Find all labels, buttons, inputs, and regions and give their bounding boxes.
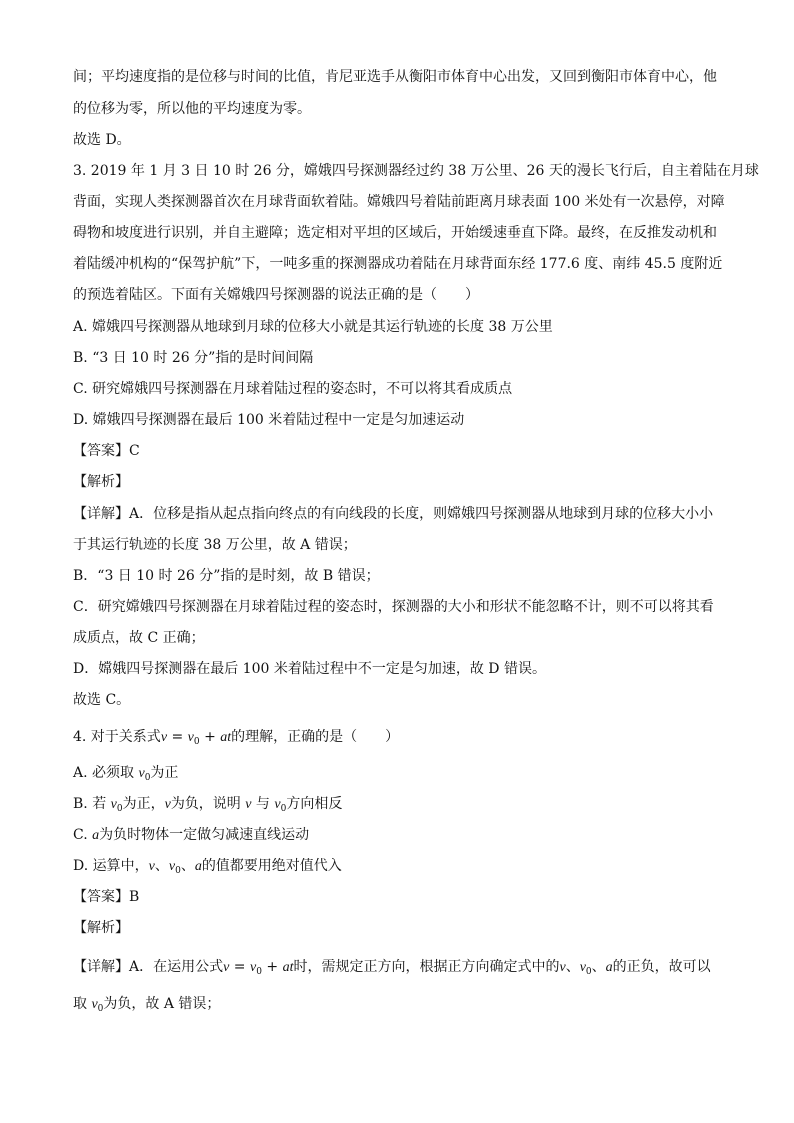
q4-option-d: D. 运算中，v、$v_0$、a的值都要用绝对值代入 [73,858,342,876]
q4-detail-formula: $v = v_0$ + at [223,959,294,977]
q3-option-a: A. 嫦娥四号探测器从地球到月球的位移大小就是其运行轨迹的长度 38 万公里 [73,319,553,335]
q3-detail-line: B．“3 日 10 时 26 分”指的是时刻，故 B 错误； [73,568,380,584]
q3-detail-line: 【详解】A．位移是指从起点指向终点的有向线段的长度，则嫦娥四号探测器从地球到月球的位移大小小 [73,506,714,522]
q3-detail-line: 成质点，故 C 正确； [73,630,205,646]
q3-stem-line: 的预选着陆区。下面有关嫦娥四号探测器的说法正确的是（ ） [73,287,479,303]
q3-analysis-heading: 【解析】 [73,474,129,490]
q3-option-d: D. 嫦娥四号探测器在最后 100 米着陆过程中一定是匀加速运动 [73,412,465,428]
q4-stem: 4. 对于关系式$v = v_0$ + at的理解，正确的是（ ） [73,729,400,747]
q3-detail-line: 于其运行轨迹的长度 38 万公里，故 A 错误； [73,537,357,553]
q4-option-c: C. a为负时物体一定做匀减速直线运动 [73,827,310,843]
q4-option-b: B. 若 $v_0$为正，v为负，说明 v 与 $v_0$方向相反 [73,796,343,814]
q4-analysis-heading: 【解析】 [73,920,129,936]
q3-stem-line: 着陆缓冲机构的“保驾护航”下，一吨多重的探测器成功着陆在月球背面东经 177.6 度、南纬 45.5 度附近 [73,256,723,272]
q3-stem-line: 3. 2019 年 1 月 3 日 10 时 26 分，嫦娥四号探测器经过约 38 万公里、26 天的漫长飞行后，自主着陆在月球 [73,163,759,179]
q4-detail-line: 取 $v_0$为负，故 A 错误； [73,996,221,1014]
q3-option-c: C. 研究嫦娥四号探测器在月球着陆过程的姿态时，不可以将其看成质点 [73,381,513,397]
q4-formula: $v = v_0$ + at [160,729,232,747]
q3-conclusion: 故选 C。 [73,692,131,708]
q3-detail-line: D．嫦娥四号探测器在最后 100 米着陆过程中不一定是匀加速，故 D 错误。 [73,661,546,677]
prev-conclusion: 故选 D。 [73,132,131,148]
prev-text-line: 的位移为零，所以他的平均速度为零。 [73,101,311,117]
q3-stem-line: 背面，实现人类探测器首次在月球背面软着陆。嫦娥四号着陆前距离月球表面 100 米处有一次悬停，对障 [73,194,725,210]
prev-text-line: 间；平均速度指的是位移与时间的比值，肯尼亚选手从衡阳市体育中心出发，又回到衡阳市体育中心，他 [73,69,717,85]
q3-stem-line: 碍物和坡度进行识别，并自主避障；选定相对平坦的区域后，开始缓速垂直下降。最终，在反推发动机和 [73,225,717,241]
q4-detail-line: 【详解】A．在运用公式$v = v_0$ + at时，需规定正方向，根据正方向确定式中的v、$v_0$、a的正负，故可以 [73,959,711,977]
q3-detail-line: C．研究嫦娥四号探测器在月球着陆过程的姿态时，探测器的大小和形状不能忽略不计，则不可以将其看 [73,599,714,615]
q4-answer: 【答案】B [73,889,140,905]
q3-answer: 【答案】C [73,443,140,459]
q3-option-b: B. “3 日 10 时 26 分”指的是时间间隔 [73,350,314,366]
q4-option-a: A. 必须取 $v_0$为正 [73,765,179,783]
